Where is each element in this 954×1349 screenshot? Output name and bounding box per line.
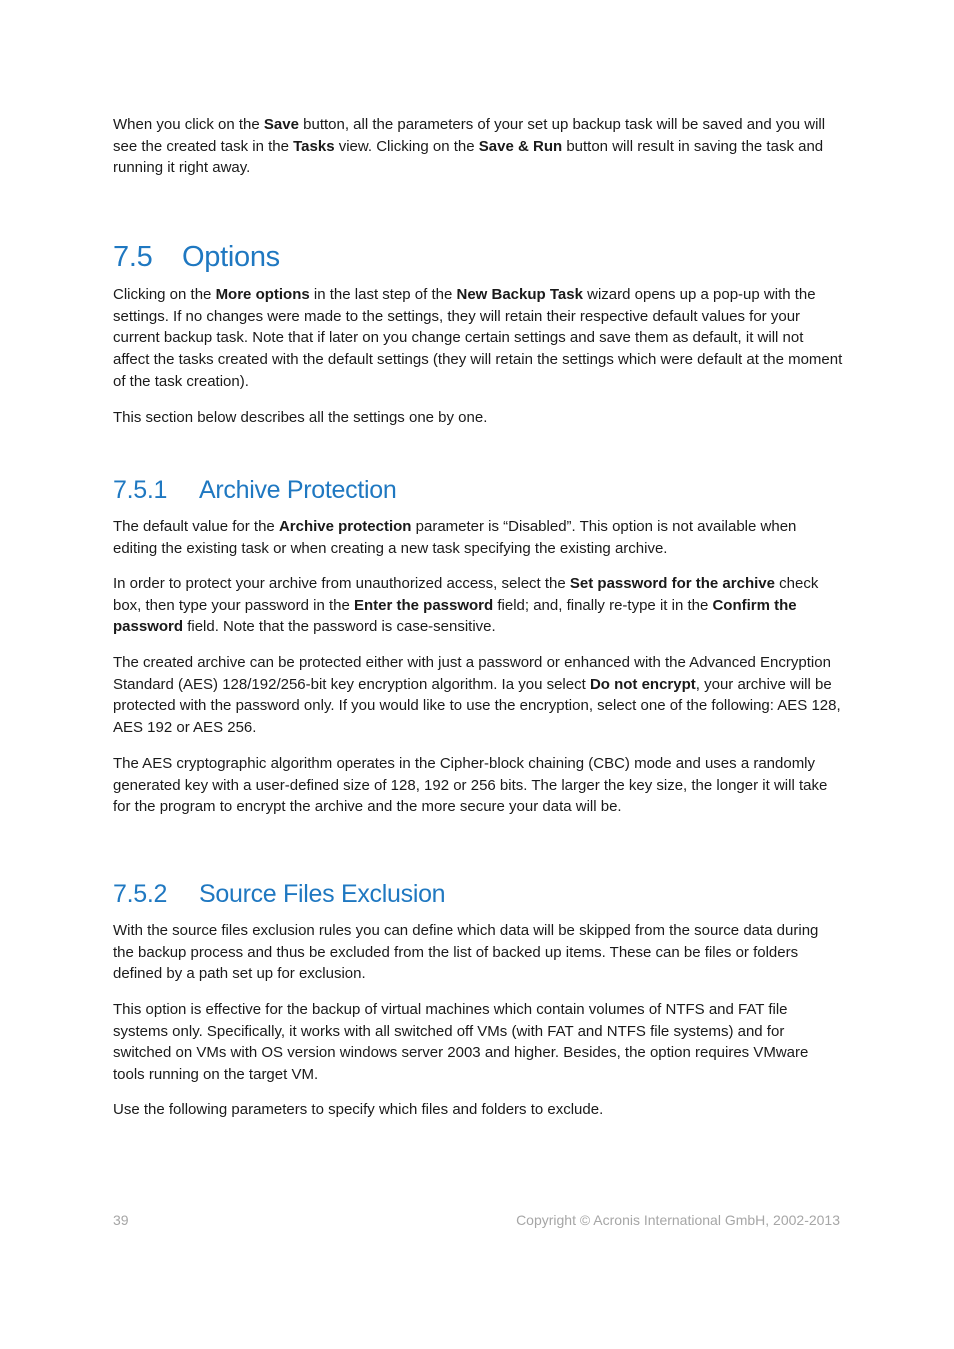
section-number: 7.5.1 (113, 476, 168, 504)
source-exclusion-paragraph-3: Use the following parameters to specify which files and folders to exclude. (113, 1101, 604, 1118)
section-number: 7.5 (113, 241, 153, 273)
archive-protection-paragraph-3: The created archive can be protected either with just a password or enhanced with the Advanced Encryption Standard (AES) 128/192/256-bit key encryption algorithm. Ia you select Do not encrypt, your archive will be protected with the password only. If you would like to use the encryption, select one of the following: AES 128, AES 192 or AES 256. (113, 654, 841, 737)
section-heading-7-5 (113, 240, 280, 274)
options-paragraph-1: Clicking on the More options in the last step of the New Backup Task wizard opens up a pop-up with the settings. If no changes were made to the settings, they will retain their respective default values for your current backup task. Note that if later on you change certain settings and save them as default, it will not affect the tasks created with the default settings (they will retain the settings which were default at the moment of the task creation). (113, 286, 843, 390)
section-number: 7.5.2 (113, 880, 168, 908)
bold-term: Save & Run (478, 137, 563, 155)
archive-protection-paragraph-1: The default value for the Archive protection parameter is “Disabled”. This option is not available when editing the existing task or when creating a new task specifying the existing archive. (113, 518, 797, 557)
options-paragraph-2: This section below describes all the settings one by one. (113, 409, 488, 426)
section-heading-7-5-2 (113, 879, 445, 909)
section-heading-7-5-1 (113, 475, 396, 505)
bold-term: Do not encrypt (589, 675, 696, 693)
bold-term: Confirm the password (113, 596, 797, 636)
bold-term: New Backup Task (456, 286, 583, 303)
bold-term: Save (263, 116, 299, 133)
bold-term: Archive protection (278, 518, 412, 535)
page-number: 39 (113, 1212, 129, 1228)
bold-term: More options (215, 286, 310, 303)
section-title: Archive Protection (199, 476, 397, 504)
section-title: Source Files Exclusion (199, 880, 446, 908)
source-exclusion-paragraph-2: This option is effective for the backup of virtual machines which contain volumes of NTFS and FAT file systems only. Specifically, it works with all switched off VMs (with FAT and NTFS file systems) and for switched on VMs with OS version windows server 2003 and higher. Besides, the option requires VMware tools running on the target VM. (113, 1001, 809, 1084)
bold-term: Set password for the archive (569, 575, 775, 592)
source-exclusion-paragraph-1: With the source files exclusion rules you can define which data will be skipped from the source data during the backup process and thus be excluded from the list of backed up items. These can be files or folders defined by a path set up for exclusion. (113, 922, 819, 983)
intro-paragraph: When you click on the Save button, all the parameters of your set up backup task will be saved and you will see the created task in the Tasks view. Clicking on the Save & Run button will result in saving the task and running it right away. (113, 116, 826, 177)
copyright-notice: Copyright © Acronis International GmbH, 2002-2013 (516, 1212, 840, 1228)
archive-protection-paragraph-4: The AES cryptographic algorithm operates in the Cipher-block chaining (CBC) mode and uses a randomly generated key with a user-defined size of 128, 192 or 256 bits. The larger the key size, the longer it will take for the program to encrypt the archive and the more secure your data will be. (113, 755, 828, 816)
bold-term: Tasks (293, 137, 335, 155)
bold-term: Enter the password (353, 596, 494, 614)
archive-protection-paragraph-2: In order to protect your archive from unauthorized access, select the Set password for the archive check box, then type your password in the Enter the password field; and, finally re-type it in the Confirm the password field. Note that the password is case-sensitive. (113, 575, 819, 636)
section-title: Options (182, 241, 280, 273)
